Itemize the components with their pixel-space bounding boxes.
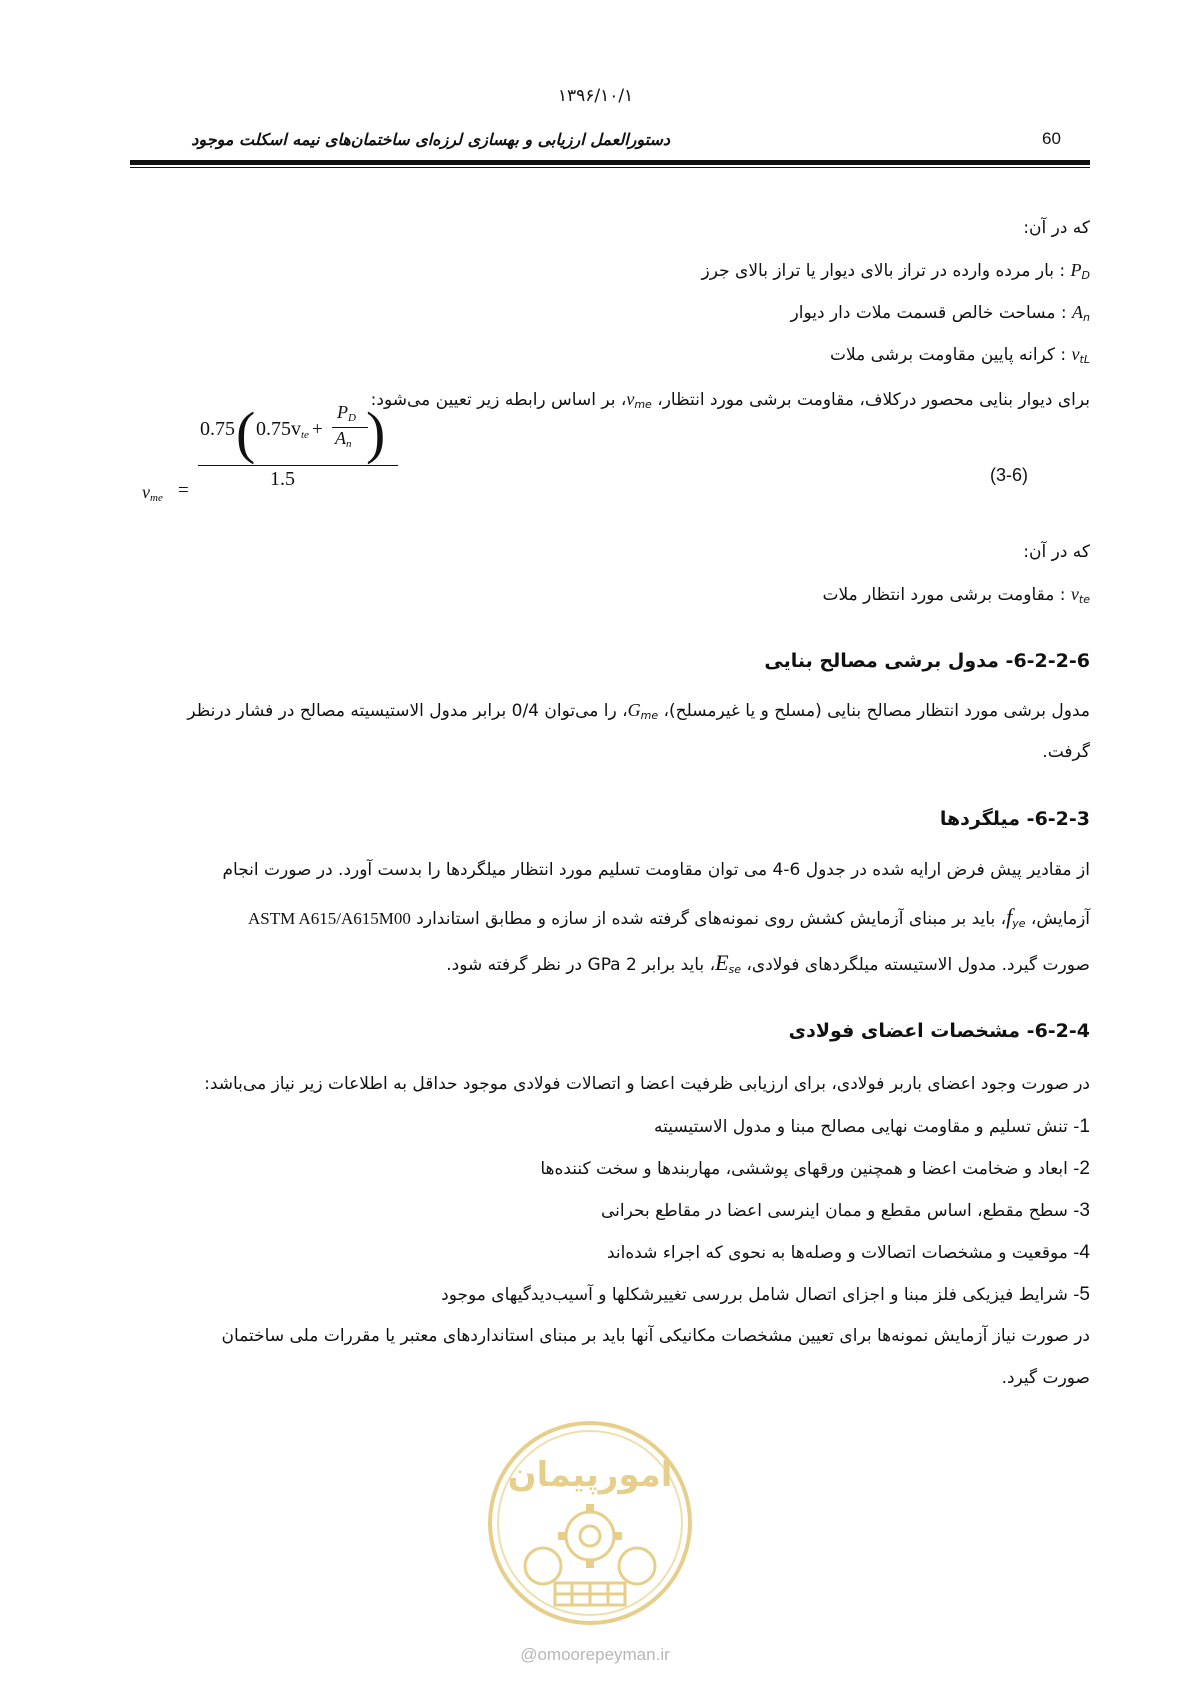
paragraph-line: مدول برشی مورد انتظار مصالح بنایی (مسلح و یا غیرمسلح)، $G_{me}،$ را می‌توان 0/4 برابر مدول الاستیسیته مصالح در فشار درنظر	[187, 700, 1090, 722]
paragraph-line: صورت گیرد.	[1001, 1368, 1090, 1388]
eq-inner-denominator: $A_n$	[335, 428, 352, 450]
eq-equals: =	[178, 480, 189, 501]
section-heading: 6-2-3- میلگردها	[939, 808, 1090, 830]
list-item: 3- سطح مقطع، اساس مقطع و ممان اینرسی اعضا در مقاطع بحرانی	[600, 1200, 1090, 1221]
eq-paren-right: )	[366, 400, 386, 465]
def-item: $A_n$ : مساحت خالص قسمت ملات دار دیوار	[790, 302, 1090, 324]
equation-label: (3-6)	[990, 465, 1029, 485]
eq-coef2: $0.75v_{te}$	[256, 418, 309, 441]
paragraph-line: در صورت نیاز آزمایش نمونه‌ها برای تعیین مشخصات مکانیکی آنها باید بر مبنای استانداردهای معتبر یا مقررات ملی ساختمان	[221, 1326, 1090, 1346]
header-title: دستورالعمل ارزیابی و بهسازی لرزه‌ای ساختمان‌های نیمه اسکلت موجود	[191, 130, 670, 149]
eq-inner-numerator: $P_D$	[337, 402, 356, 424]
page-number: 60	[1042, 129, 1061, 148]
defs-intro: که در آن:	[1023, 542, 1090, 562]
watermark-seal-logo	[485, 1418, 695, 1628]
eq-coef1: 0.75	[200, 418, 235, 440]
defs-intro: که در آن:	[1023, 218, 1090, 238]
eq-paren-left: (	[236, 400, 256, 465]
section-heading: 6-2-2-6- مدول برشی مصالح بنایی	[764, 650, 1090, 672]
equation-3-6	[140, 400, 400, 525]
paragraph-line: آزمایش، $f_{ye}،$ باید بر مبنای آزمایش کشش روی نمونه‌های گرفته شده از سازه و مطابق استاندارد ASTM A615/A615M00	[247, 904, 1090, 930]
header-rule-thin	[130, 167, 1090, 168]
eq-lhs: $v_{me}$	[142, 482, 163, 504]
list-item: 1- تنش تسلیم و مقاومت نهایی مصالح مبنا و مدول الاستیسیته	[654, 1116, 1090, 1137]
def-item: $P_D$ : بار مرده وارده در تراز بالای دیوار یا تراز بالای جرز	[701, 260, 1090, 282]
paragraph-line: از مقادیر پیش فرض ارایه شده در جدول 6-4 می توان مقاومت تسلیم مورد انتظار میلگردها را بدست آورد. در صورت انجام	[222, 860, 1090, 880]
list-item: 5- شرایط فیزیکی فلز مبنا و اجزای اتصال شامل بررسی تغییرشکلها و آسیب‌دیدگیهای موجود	[441, 1284, 1090, 1305]
header-rule	[130, 160, 1090, 165]
def-item: $v_{te}$ : مقاومت برشی مورد انتظار ملات	[822, 584, 1090, 606]
section-heading: 6-2-4- مشخصات اعضای فولادی	[788, 1020, 1090, 1042]
paragraph-line: صورت گیرد. مدول الاستیسته میلگردهای فولادی، $E_{se}،$ باید برابر 2 GPa در نظر گرفته شود.	[446, 950, 1090, 976]
list-item: 2- ابعاد و ضخامت اعضا و همچنین ورقهای پوششی، مهاربندها و سخت کننده‌ها	[540, 1158, 1090, 1179]
header-date: ۱۳۹۶/۱۰/۱	[557, 86, 634, 106]
eq-denominator: 1.5	[270, 468, 295, 490]
eq-plus: +	[312, 419, 323, 440]
watermark-url: @omoorepeyman.ir	[520, 1645, 670, 1664]
svg-text:امورپیمان: امورپیمان	[507, 1455, 673, 1495]
paragraph-line: گرفت.	[1042, 742, 1090, 762]
list-item: 4- موقعیت و مشخصات اتصالات و وصله‌ها به نحوی که اجراء شده‌اند	[606, 1242, 1090, 1263]
paragraph-line: در صورت وجود اعضای باربر فولادی، برای ارزیابی ظرفیت اعضا و اتصالات فولادی موجود حداقل به اطلاعات زیر نیاز می‌باشد:	[204, 1074, 1090, 1094]
paragraph-vme: برای دیوار بنایی محصور درکلاف، مقاومت برشی مورد انتظار، $v_{me}،$ بر اساس رابطه زیر تعیین می‌شود:	[370, 389, 1090, 411]
def-item: $v_{tL}$ : کرانه پایین مقاومت برشی ملات	[829, 344, 1090, 366]
eq-main-fraction-bar	[198, 465, 398, 466]
